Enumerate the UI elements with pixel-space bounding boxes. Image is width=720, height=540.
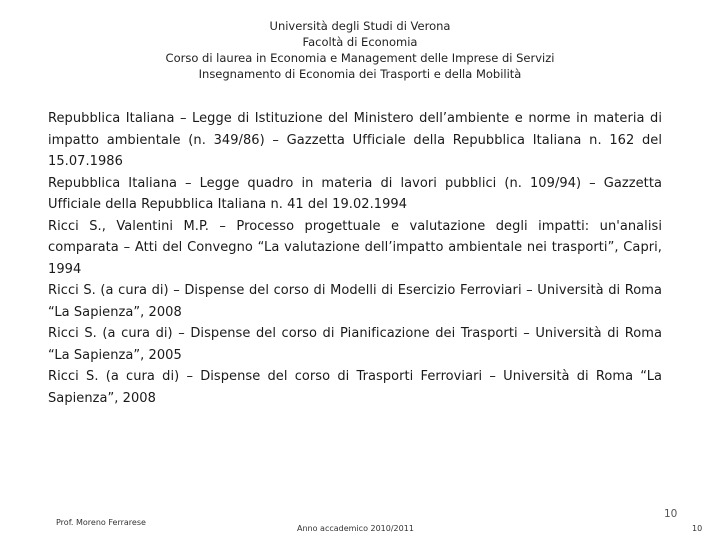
footer-academic-year: Anno accademico 2010/2011 (297, 524, 414, 533)
reference-list (48, 108, 662, 409)
reference-item: Repubblica Italiana – Legge di Istituzione del Ministero dell’ambiente e norme in materia di impatto ambientale (n. 349/86) – Gazzetta Ufficiale della Repubblica Italiana n. 162 del 15.07.1986 (48, 111, 662, 169)
reference-item: Ricci S., Valentini M.P. – Processo progettuale e valutazione degli impatti: un'analisi comparata – Atti del Convegno “La valutazione dell’impatto ambientale nei trasporti”, Capri, 1994 (48, 218, 662, 277)
university-name: Università degli Studi di Verona (269, 19, 451, 33)
degree-course: Corso di laurea in Economia e Management delle Imprese di Servizi (165, 51, 555, 65)
reference-item: Ricci S. (a cura di) – Dispense del corso di Pianificazione dei Trasporti – Università di Roma “La Sapienza”, 2005 (48, 326, 662, 363)
page-number-small: 10 (692, 524, 703, 533)
slide-header (0, 18, 720, 82)
reference-item: Ricci S. (a cura di) – Dispense del corso di Modelli di Esercizio Ferroviari – Università di Roma “La Sapienza”, 2008 (48, 283, 662, 320)
faculty-name: Facoltà di Economia (302, 35, 418, 49)
reference-item: Repubblica Italiana – Legge quadro in materia di lavori pubblici (n. 109/94) – Gazzetta Ufficiale della Repubblica Italiana n. 41 del 19.02.1994 (48, 175, 662, 212)
page-number: 10 (664, 508, 678, 520)
reference-item: Ricci S. (a cura di) – Dispense del corso di Trasporti Ferroviari – Università di Roma “La Sapienza”, 2008 (48, 369, 662, 406)
footer-author: Prof. Moreno Ferrarese (56, 518, 146, 527)
course-name: Insegnamento di Economia dei Trasporti e della Mobilità (198, 67, 522, 81)
